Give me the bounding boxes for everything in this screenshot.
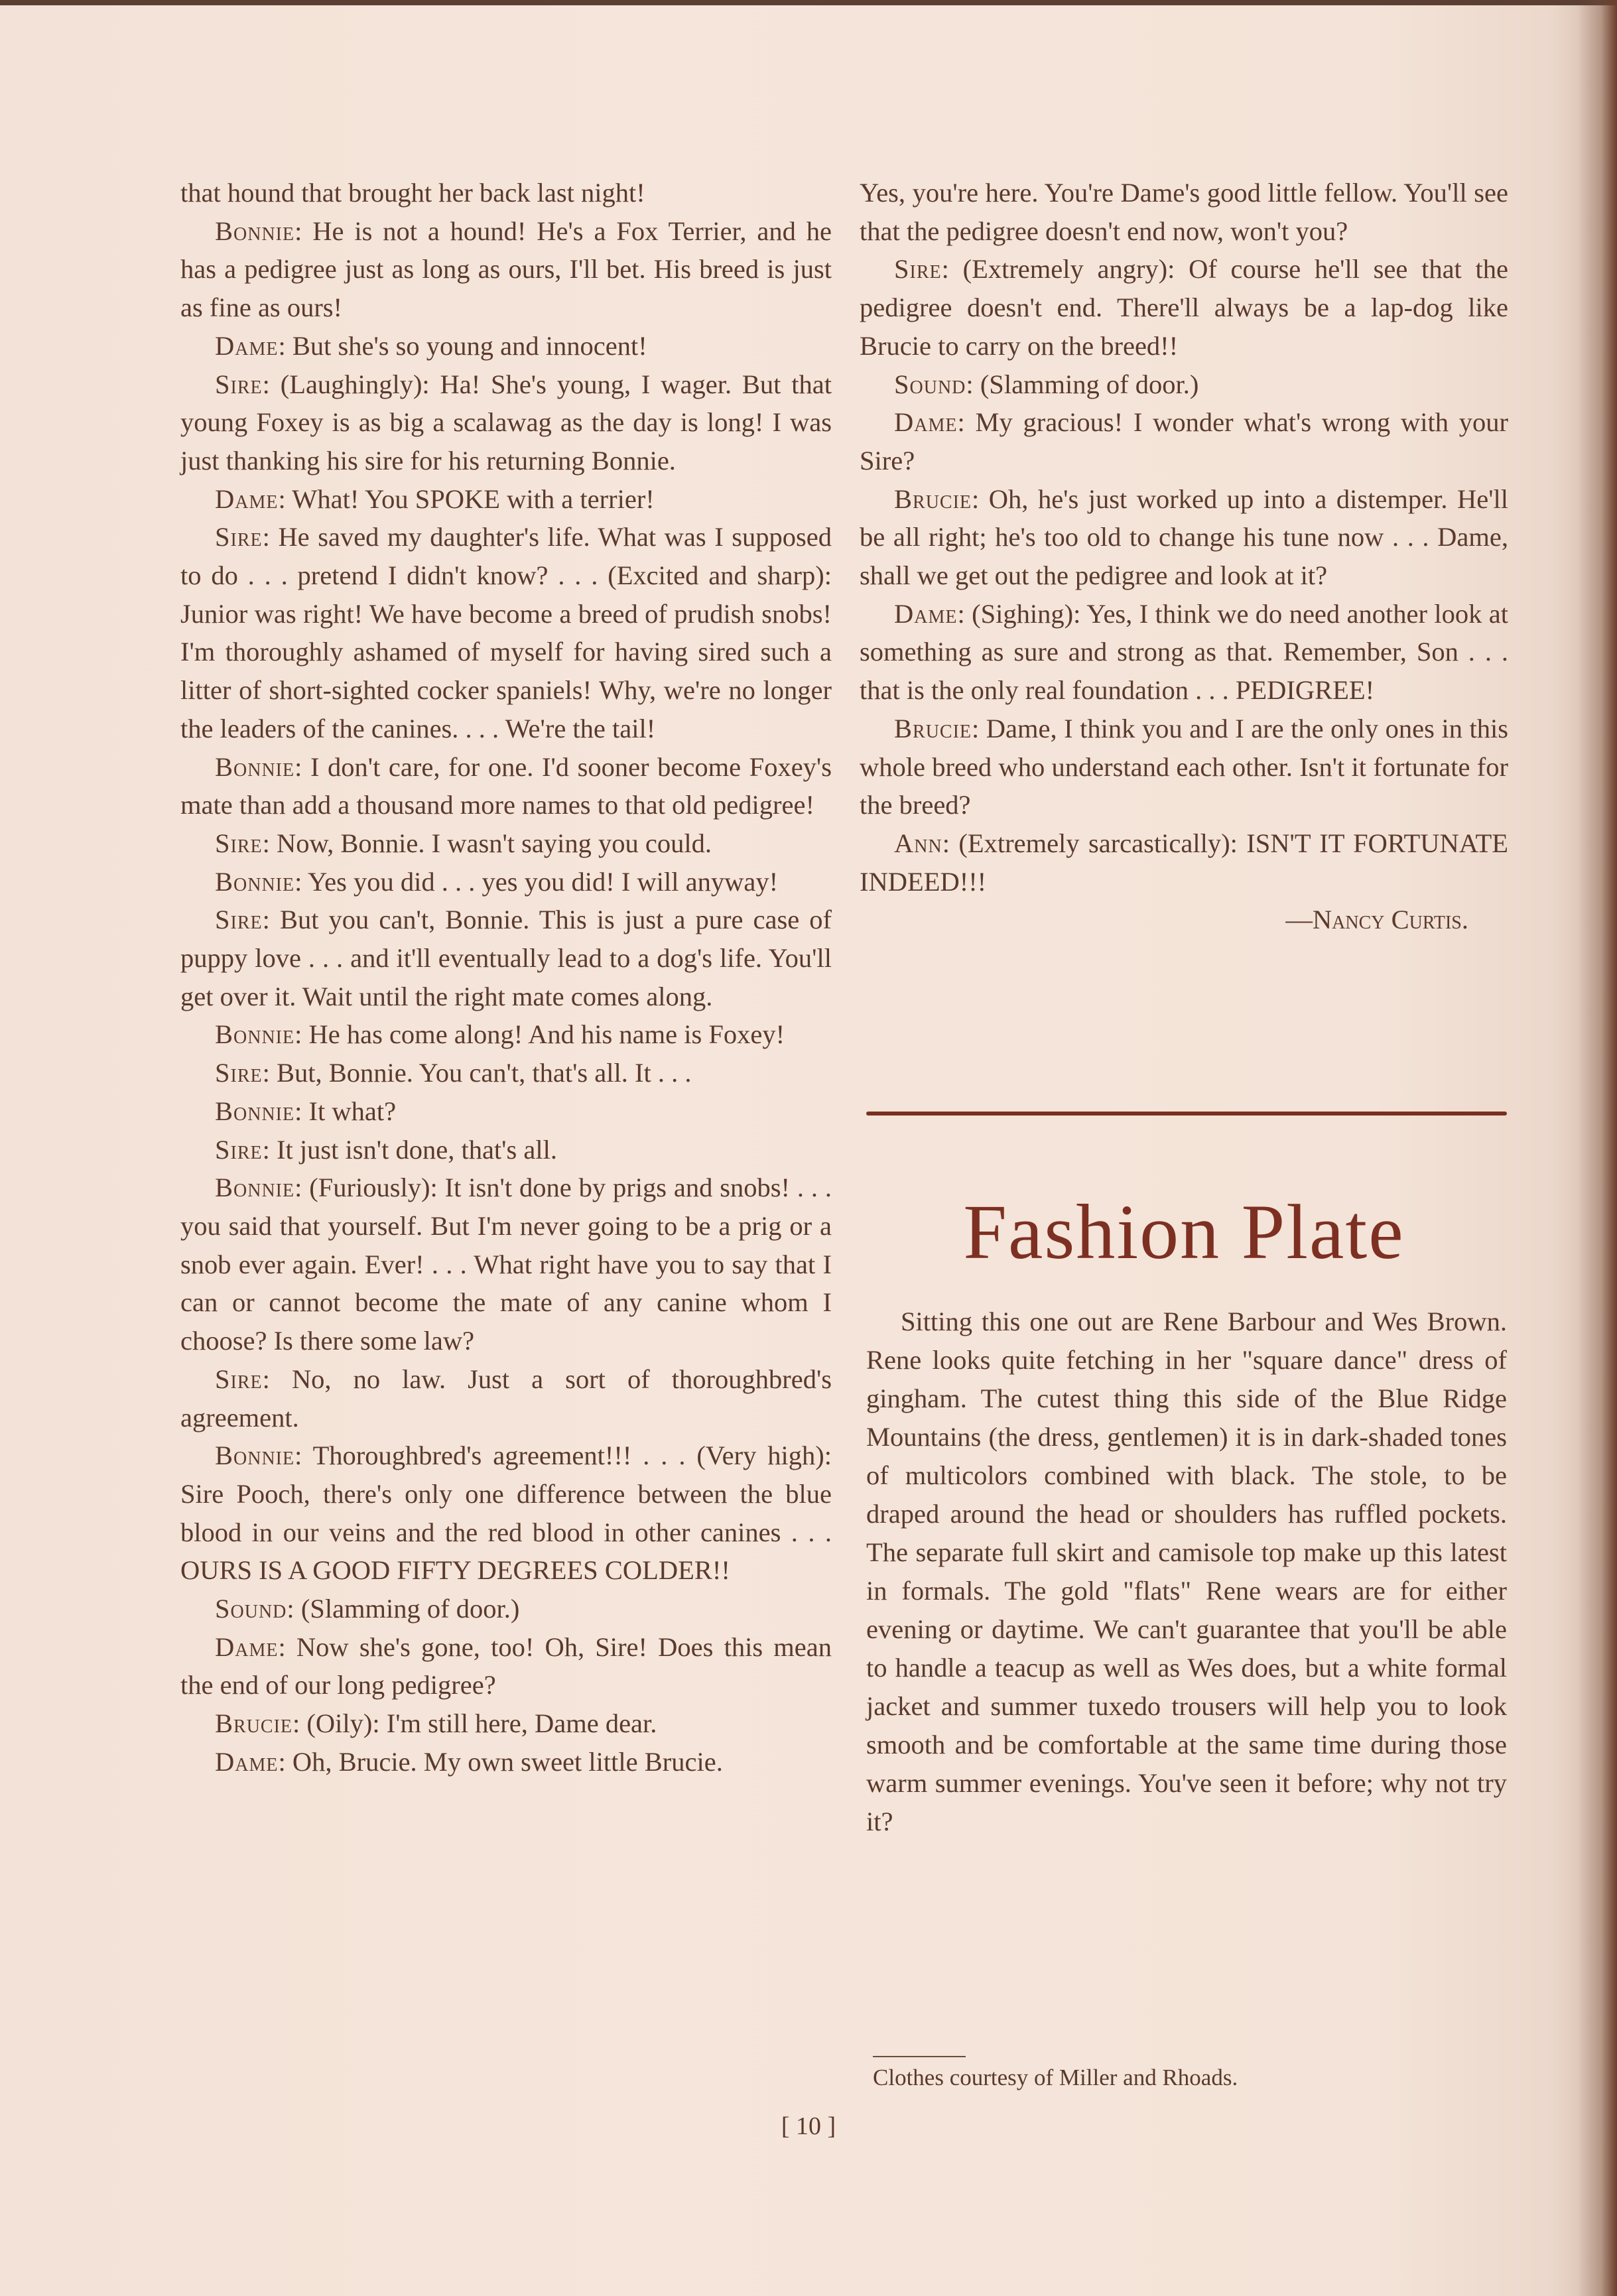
speaker-name: Sire (215, 1134, 263, 1165)
speaker-name: Sire (215, 1058, 263, 1088)
dialogue-line: Brucie: (Oily): I'm still here, Dame dear. (215, 1708, 657, 1739)
line-text: But you can't, Bonnie. This is just a pure case of puppy love . . . and it'll eventually lead to a dog's life. You'll get over it. Wait until the right mate comes along. (180, 905, 832, 1011)
binding-shadow (1577, 0, 1617, 2296)
dialogue-line: Ann: (Extremely sarcastically): ISN'T IT FORTUNATE INDEED!!! (860, 828, 1508, 897)
line-text: Thoroughbred's agreement!!! . . . (Very high): Sire Pooch, there's only one difference between the blue blood in our veins and the red blood in other canines . . . OURS IS A GOOD FIFTY DEGREES COLDER!! (180, 1440, 832, 1586)
line-text: Now she's gone, too! Oh, Sire! Does this mean the end of our long pedigree? (180, 1631, 832, 1700)
dialogue-line: Dame: What! You SPOKE with a terrier! (215, 483, 655, 514)
line-text: Yes you did . . . yes you did! I will anyway! (307, 866, 779, 897)
line-text: (Laughingly): Ha! She's young, I wager. But that young Foxey is as big a scalawag as the day is long! I was just thanking his sire for his returning Bonnie. (180, 369, 832, 476)
speaker-name: Bonnie (215, 751, 295, 782)
section-title: Fashion Plate (963, 1188, 1405, 1275)
dialogue-line: Dame: But she's so young and innocent! (215, 330, 647, 361)
dialogue-line: Brucie: Dame, I think you and I are the only ones in this whole breed who understand each other. Isn't it fortunate for the breed? (860, 713, 1508, 820)
line-text: (Sighing): Yes, I think we do need another look at something as sure and strong as that. Remember, Son . . . that is the only real foundation . . . PEDIGREE! (860, 598, 1508, 706)
dialogue-line: Dame: Now she's gone, too! Oh, Sire! Does this mean the end of our long pedigree? (180, 1631, 832, 1700)
speaker-name: Brucie (894, 483, 972, 514)
dialogue-line: Sire: No, no law. Just a sort of thoroughbred's agreement. (180, 1364, 832, 1433)
speaker-name: Dame (215, 1746, 279, 1777)
speaker-name: Bonnie (215, 216, 295, 246)
line-text: Now, Bonnie. I wasn't saying you could. (277, 828, 712, 858)
speaker-name: Dame (215, 483, 279, 514)
fashion-paragraph: Sitting this one out are Rene Barbour and Wes Brown. Rene looks quite fetching in her "square dance" dress of gingham. The cutest thing this side of the Blue Ridge Mountains (the dress, gentlemen) it is in dark-shaded tones of multicolors combined with black. The stole, to be draped around the head or shoulders has ruffled pockets. The separate full skirt and camisole top make up this latest in formals. The gold "flats" Rene wears are for either evening or daytime. We can't guarantee that you'll be able to handle a teacup as well as Wes does, but a white formal jacket and summer tuxedo trousers will help you to look smooth and be comfortable at the same time during those warm summer evenings. You've seen it before; why not try it? (866, 1307, 1507, 1836)
dialogue-line: Sire: (Extremely angry): Of course he'll see that the pedigree doesn't end. There'll always be a lap-dog like Brucie to carry on the breed!! (860, 254, 1508, 361)
line-text: It what? (308, 1096, 397, 1126)
dialogue-line: Dame: My gracious! I wonder what's wrong with your Sire? (860, 407, 1508, 476)
speaker-name: Sire (894, 254, 942, 285)
speaker-name: Brucie (894, 713, 972, 743)
dialogue-line: Bonnie: Thoroughbred's agreement!!! . . . (Very high): Sire Pooch, there's only one difference between the blue blood in our veins and the red blood in other canines . . . OURS IS A GOOD FIFTY DEGREES COLDER!! (180, 1440, 832, 1586)
dialogue-line: Bonnie: He has come along! And his name is Foxey! (215, 1019, 785, 1050)
dialogue-line: Sound: (Slamming of door.) (215, 1594, 520, 1624)
line-text: But she's so young and innocent! (292, 330, 647, 361)
speaker-name: Sire (215, 522, 263, 552)
speaker-name: Bonnie (215, 866, 295, 897)
line-text: What! You SPOKE with a terrier! (292, 483, 655, 514)
line-text: Oh, he's just worked up into a distemper. He'll be all right; he's too old to change his tune now . . . Dame, shall we get out the pedigree and look at it? (860, 483, 1508, 591)
speaker-name: Dame (215, 1631, 279, 1662)
dialogue-line: Brucie: Oh, he's just worked up into a distemper. He'll be all right; he's too old to change his tune now . . . Dame, shall we get out the pedigree and look at it? (860, 483, 1508, 591)
author-signature: —Nancy Curtis. (1285, 905, 1468, 935)
speaker-name: Dame (215, 330, 279, 361)
footnote-divider (873, 2056, 966, 2057)
dialogue-line: Sire: It just isn't done, that's all. (215, 1134, 557, 1165)
speaker-name: Bonnie (215, 1173, 295, 1203)
line-text: No, no law. Just a sort of thoroughbred's agreement. (180, 1364, 832, 1433)
dialogue-line: Dame: (Sighing): Yes, I think we do need another look at something as sure and strong as that. Remember, Son . . . that is the only real foundation . . . PEDIGREE! (860, 598, 1508, 706)
line-text: (Furiously): It isn't done by prigs and snobs! . . . you said that yourself. But I'm never going to be a prig or a snob ever again. Ever! . . . What right have you to say that I can or cannot become the mate of any canine whom I choose? Is there some law? (180, 1173, 832, 1356)
speaker-name: Sound (215, 1594, 287, 1624)
line-text: It just isn't done, that's all. (277, 1134, 557, 1165)
dialogue-line: Sire: He saved my daughter's life. What was I supposed to do . . . pretend I didn't know? . . . (Excited and sharp): Junior was right! We have become a breed of prudish snobs! I'm thoroughly ashamed of myself for having sired such a litter of short-sighted cocker spaniels! Why, we're no longer the leaders of the canines. . . . We're the tail! (180, 522, 832, 743)
dialogue-line: Bonnie: He is not a hound! He's a Fox Terrier, and he has a pedigree just as long as ours, I'll bet. His breed is just as fine as ours! (180, 216, 832, 323)
dialogue-line: Sire: (Laughingly): Ha! She's young, I wager. But that young Foxey is as big a scalawag as the day is long! I was just thanking his sire for his returning Bonnie. (180, 369, 832, 476)
speaker-name: Dame (894, 407, 958, 438)
dialogue-line: Bonnie: (Furiously): It isn't done by prigs and snobs! . . . you said that yourself. But I'm never going to be a prig or a snob ever again. Ever! . . . What right have you to say that I can or cannot become the mate of any canine whom I choose? Is there some law? (180, 1173, 832, 1356)
speaker-name: Brucie (215, 1708, 293, 1739)
line-text: My gracious! I wonder what's wrong with your Sire? (860, 407, 1508, 476)
section-divider (866, 1112, 1507, 1116)
line-text: (Oily): I'm still here, Dame dear. (306, 1708, 657, 1739)
line-text: (Slamming of door.) (980, 369, 1199, 399)
speaker-name: Bonnie (215, 1440, 295, 1471)
dialogue-line: Sound: (Slamming of door.) (894, 369, 1199, 399)
speaker-name: Dame (894, 598, 958, 629)
line-text: I don't care, for one. I'd sooner become Foxey's mate than add a thousand more names to that old pedigree! (180, 751, 832, 820)
page-number: [ 10 ] (781, 2112, 836, 2140)
line-text: Oh, Brucie. My own sweet little Brucie. (292, 1746, 723, 1777)
speaker-name: Bonnie (215, 1019, 295, 1050)
line-text: Dame, I think you and I are the only ones in this whole breed who understand each other. Isn't it fortunate for the breed? (860, 713, 1508, 820)
left-text-column (180, 174, 832, 1781)
dialogue-line: Bonnie: Yes you did . . . yes you did! I will anyway! (215, 866, 779, 897)
right-text-column (860, 174, 1508, 939)
line-text: (Extremely sarcastically): ISN'T IT FORTUNATE INDEED!!! (860, 828, 1508, 897)
line-text: Yes, you're here. You're Dame's good little fellow. You'll see that the pedigree doesn't end now, won't you? (860, 178, 1508, 246)
continued-text (180, 174, 832, 212)
dialogue-continuation (860, 174, 1508, 901)
speaker-name: Sound (894, 369, 966, 399)
line-text: But, Bonnie. You can't, that's all. It . . . (277, 1058, 692, 1088)
line-text: He saved my daughter's life. What was I supposed to do . . . pretend I didn't know? . . . (Excited and sharp): Junior was right! We have become a breed of prudish snobs! I'm thoroughly ashamed of myself for having sired such a litter of short-sighted cocker spaniels! Why, we're no longer the leaders of the canines. . . . We're the tail! (180, 522, 832, 743)
line-text: that hound that brought her back last night! (180, 178, 645, 208)
fashion-article (866, 1303, 1507, 1841)
dialogue-line: Sire: But, Bonnie. You can't, that's all. It . . . (215, 1058, 692, 1088)
speaker-name: Ann (894, 828, 942, 858)
dialogue-line: Bonnie: It what? (215, 1096, 397, 1126)
dialogue-line: Sire: Now, Bonnie. I wasn't saying you could. (215, 828, 712, 858)
speaker-name: Sire (215, 828, 263, 858)
dialogue-line: Sire: But you can't, Bonnie. This is just a pure case of puppy love . . . and it'll eventually lead to a dog's life. You'll get over it. Wait until the right mate comes along. (180, 905, 832, 1011)
line-text: He is not a hound! He's a Fox Terrier, and he has a pedigree just as long as ours, I'll bet. His breed is just as fine as ours! (180, 216, 832, 323)
speaker-name: Sire (215, 369, 263, 399)
page-top-edge (0, 0, 1617, 5)
line-text: He has come along! And his name is Foxey! (308, 1019, 785, 1050)
speaker-name: Bonnie (215, 1096, 295, 1126)
line-text: (Extremely angry): Of course he'll see that the pedigree doesn't end. There'll always be a lap-dog like Brucie to carry on the breed!! (860, 254, 1508, 361)
footnote: Clothes courtesy of Miller and Rhoads. (873, 2065, 1238, 2090)
continued-text (860, 174, 1508, 250)
speaker-name: Sire (215, 905, 263, 935)
line-text: (Slamming of door.) (300, 1594, 520, 1624)
dialogue-line: Bonnie: I don't care, for one. I'd sooner become Foxey's mate than add a thousand more names to that old pedigree! (180, 751, 832, 820)
speaker-name: Sire (215, 1364, 263, 1394)
dialogue-line: Dame: Oh, Brucie. My own sweet little Brucie. (215, 1746, 723, 1777)
